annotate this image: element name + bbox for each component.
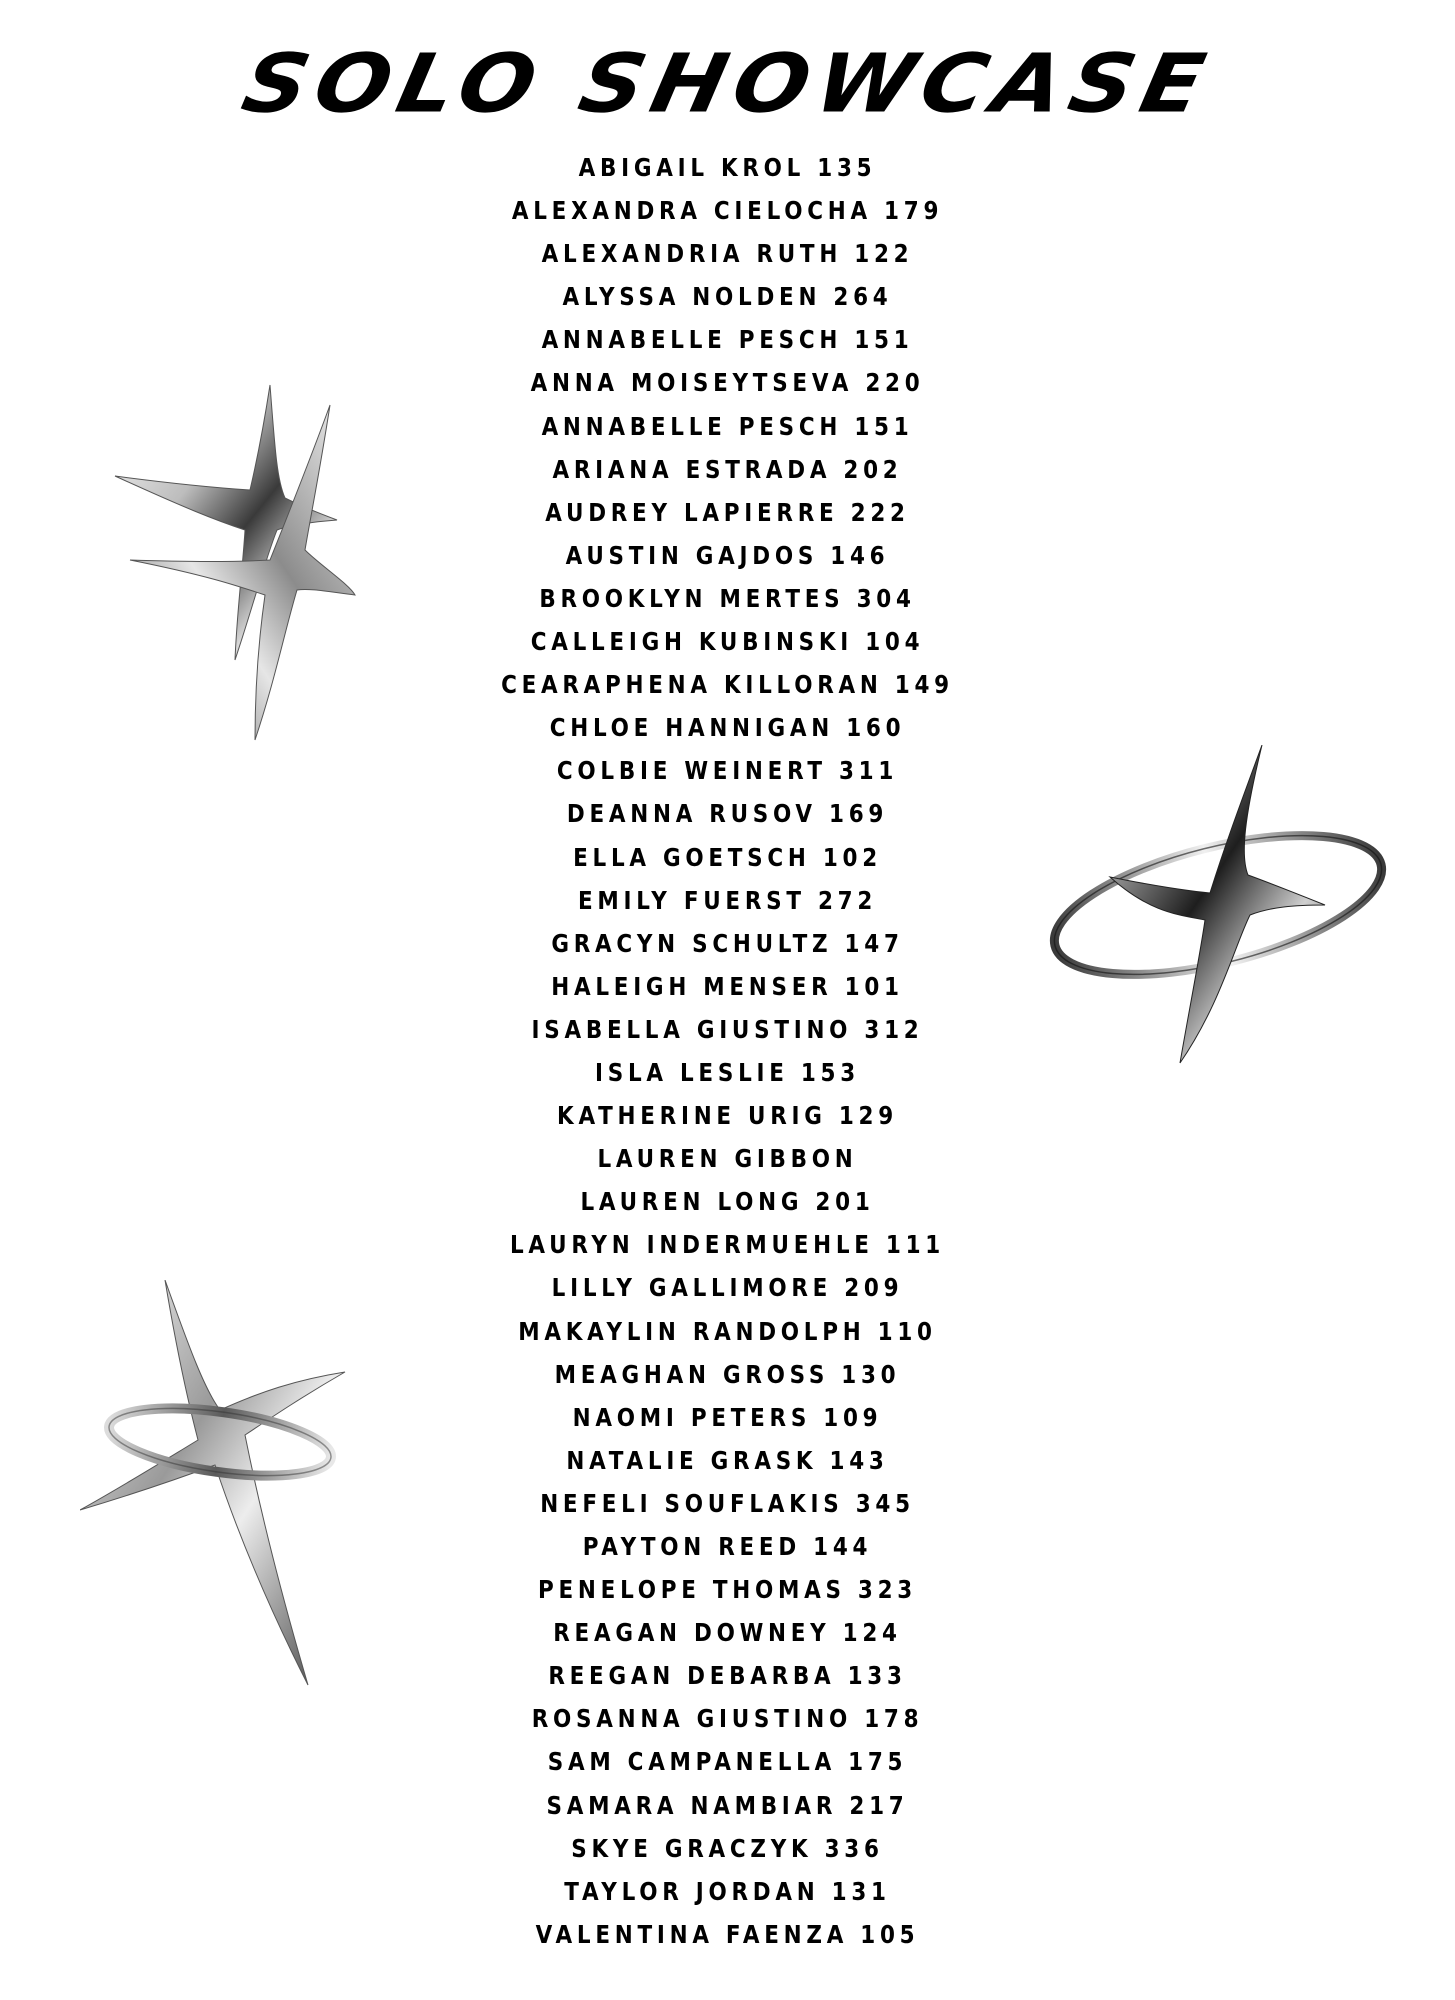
list-item: REEGAN DEBARBA 133 (548, 1661, 907, 1691)
list-item: NEFELI SOUFLAKIS 345 (540, 1488, 915, 1518)
list-item: ROSANNA GIUSTINO 178 (531, 1704, 924, 1734)
list-item: LAURYN INDERMUEHLE 111 (510, 1230, 945, 1260)
list-item: ALYSSA NOLDEN 264 (562, 282, 893, 312)
list-item: NATALIE GRASK 143 (566, 1445, 889, 1475)
list-item: GRACYN SCHULTZ 147 (551, 928, 904, 958)
list-item: KATHERINE URIG 129 (557, 1101, 898, 1131)
list-item: ELLA GOETSCH 102 (573, 842, 882, 872)
list-item: PENELOPE THOMAS 323 (538, 1575, 917, 1605)
list-item: VALENTINA FAENZA 105 (535, 1919, 920, 1949)
list-item: AUSTIN GAJDOS 146 (565, 540, 890, 570)
list-item: PAYTON REED 144 (582, 1532, 873, 1561)
list-item: ALEXANDRIA RUTH 122 (541, 239, 914, 269)
list-item: CEARAPHENA KILLORAN 149 (501, 670, 954, 700)
list-item: TAYLOR JORDAN 131 (564, 1876, 891, 1906)
list-item: LAUREN LONG 201 (580, 1187, 875, 1217)
list-item: ANNA MOISEYTSEVA 220 (530, 368, 925, 398)
page-title: SOLO SHOWCASE (234, 36, 1221, 131)
list-item: LILLY GALLIMORE 209 (551, 1273, 904, 1303)
list-item: MEAGHAN GROSS 130 (554, 1359, 901, 1389)
list-item: ISABELLA GIUSTINO 312 (531, 1014, 924, 1044)
list-item: ALEXANDRA CIELOCHA 179 (511, 196, 944, 226)
list-item: NAOMI PETERS 109 (572, 1402, 883, 1432)
list-item: REAGAN DOWNEY 124 (553, 1618, 902, 1648)
list-item: SAMARA NAMBIAR 217 (546, 1790, 909, 1820)
list-item: COLBIE WEINERT 311 (556, 756, 899, 786)
list-item: LAUREN GIBBON (597, 1144, 858, 1174)
list-item: HALEIGH MENSER 101 (551, 971, 904, 1001)
list-item: CHLOE HANNIGAN 160 (549, 713, 906, 743)
list-item: ANNABELLE PESCH 151 (541, 411, 914, 441)
list-item: ISLA LESLIE 153 (595, 1057, 860, 1087)
list-item: MAKAYLIN RANDOLPH 110 (518, 1316, 937, 1346)
list-item: SKYE GRACZYK 336 (571, 1833, 884, 1863)
list-item: AUDREY LAPIERRE 222 (545, 497, 910, 527)
list-item: ANNABELLE PESCH 151 (541, 325, 914, 355)
list-item: EMILY FUERST 272 (577, 885, 878, 915)
list-item: DEANNA RUSOV 169 (566, 799, 889, 829)
list-item: ABIGAIL KROL 135 (578, 153, 877, 182)
performer-list (0, 146, 1455, 1956)
list-item: ARIANA ESTRADA 202 (552, 454, 903, 484)
list-item: SAM CAMPANELLA 175 (547, 1747, 908, 1777)
list-item: BROOKLYN MERTES 304 (539, 583, 916, 613)
list-item: CALLEIGH KUBINSKI 104 (530, 627, 925, 657)
